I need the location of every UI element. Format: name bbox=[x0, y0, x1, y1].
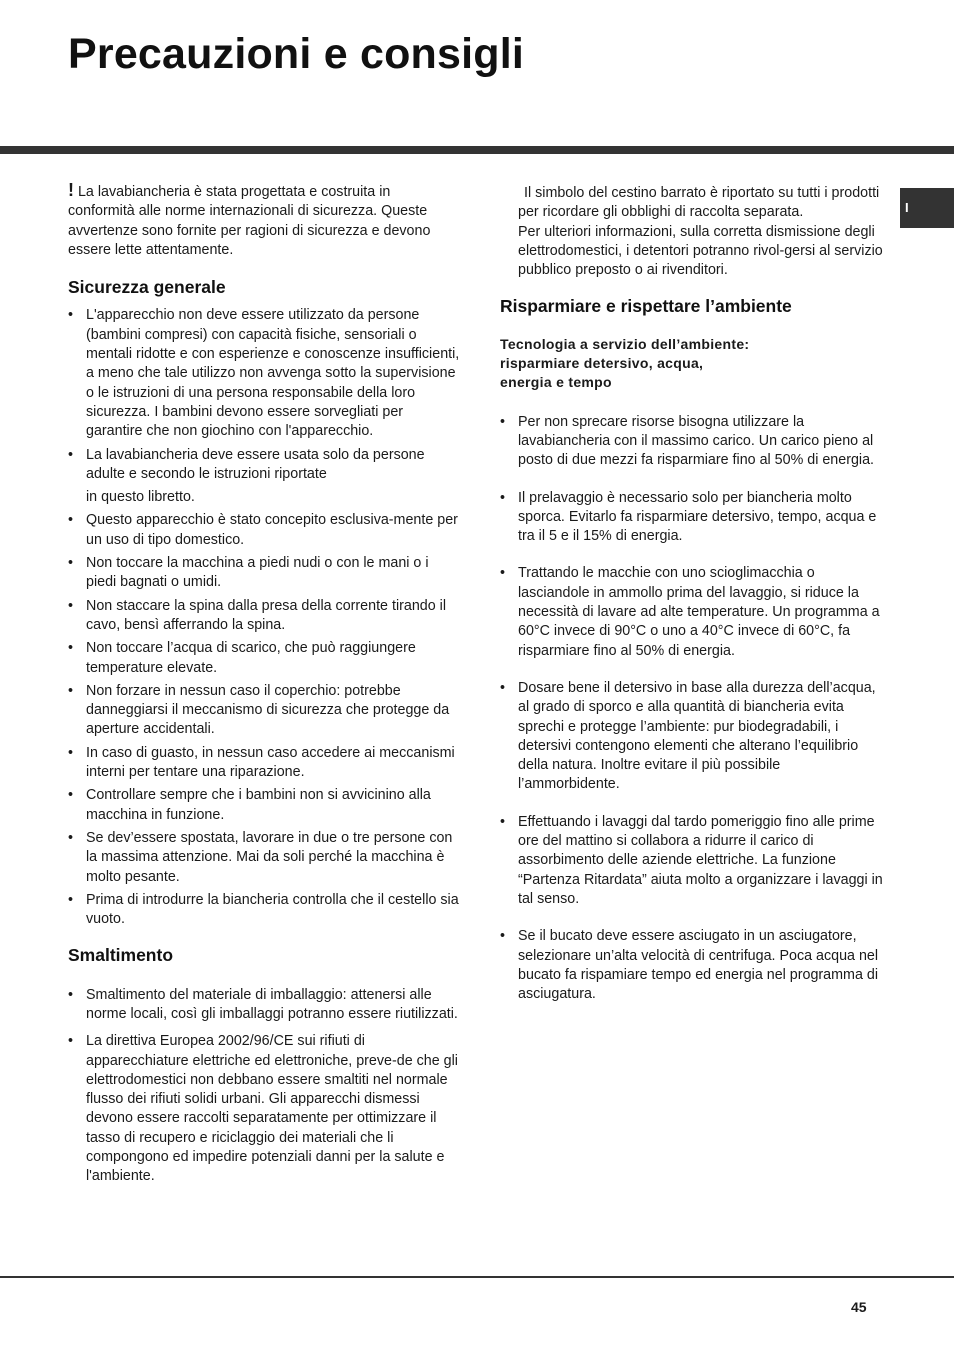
heading-safety: Sicurezza generale bbox=[68, 277, 226, 298]
heading-environment: Risparmiare e rispettare l’ambiente bbox=[500, 296, 792, 317]
top-divider bbox=[0, 146, 954, 154]
list-item: • La lavabiancheria deve essere usata solo da persone adulte e secondo le istruzioni riportate bbox=[68, 446, 460, 485]
list-item: • Controllare sempre che i bambini non si avvicinino alla macchina in funzione. bbox=[68, 786, 460, 825]
list-item: • Smaltimento del materiale di imballaggio: attenersi alle norme locali, così gli imballaggi potranno essere riutilizzati. bbox=[68, 986, 460, 1025]
list-item: • In caso di guasto, in nessun caso accedere ai meccanismi interni per tentare una riparazione. bbox=[68, 744, 460, 783]
list-item: • Non toccare l’acqua di scarico, che può raggiungere temperature elevate. bbox=[68, 639, 460, 678]
intro-text: La lavabiancheria è stata progettata e costruita in conformità alle norme internazionali di sicurezza. Queste avvertenze sono fornite per ragioni di sicurezza e devono essere lette attentamente. bbox=[68, 184, 431, 258]
list-item: • Questo apparecchio è stato concepito esclusiva-mente per un uso di tipo domestico. bbox=[68, 511, 460, 550]
subheading-line: Tecnologia a servizio dell’ambiente: bbox=[500, 335, 750, 352]
environment-subheading bbox=[500, 335, 884, 393]
list-item: • Trattando le macchie con uno scioglimacchia o lasciandole in ammollo prima del lavaggio, si riduce la necessità di lavare ad alte temperature. Un programma a 60°C invece di 90°C o uno a 40°C invece di 60°C, fa risparmiare fino al 50% di energia. bbox=[500, 564, 884, 660]
language-tab bbox=[900, 188, 954, 228]
disposal-list bbox=[68, 986, 460, 1187]
list-item: • Dosare bene il detersivo in base alla durezza dell’acqua, al grado di sporco e alla quantità di biancheria evita sprechi e protegge l’ambiente: pur biodegradabili, i detersivi contengono elementi che alterano l’equilibrio della natura. Inoltre evitare il più possibile l’ammorbidente. bbox=[500, 679, 884, 795]
list-item: • Il prelavaggio è necessario solo per biancheria molto sporca. Evitarlo fa risparmiare detersivo, tempo, acqua e tra il 5 e il 15% di energia. bbox=[500, 489, 884, 547]
list-item: • Se il bucato deve essere asciugato in un asciugatore, selezionare un’alta velocità di centrifuga. Poca acqua nel bucato fa rispamiare tempo ed energia nel programma di asciugatura. bbox=[500, 927, 884, 1004]
intro-paragraph bbox=[68, 181, 460, 260]
list-item-continuation bbox=[68, 488, 460, 507]
disposal-info-note: Per ulteriori informazioni, sulla corretta dismissione degli elettrodomestici, i detentori potranno rivol-gersi al servizio pubblico preposto o ai rivenditori. bbox=[518, 223, 883, 279]
subheading-line: risparmiare detersivo, acqua, bbox=[500, 355, 704, 372]
list-item: • Non staccare la spina dalla presa della corrente tirando il cavo, bensì afferrando la spina. bbox=[68, 597, 460, 636]
heading-disposal: Smaltimento bbox=[68, 945, 174, 966]
list-item: • Non toccare la macchina a piedi nudi o con le mani o i piedi bagnati o umidi. bbox=[68, 554, 460, 593]
page-title: Precauzioni e consigli bbox=[68, 30, 525, 78]
page-number: 45 bbox=[851, 1299, 867, 1315]
left-column bbox=[68, 181, 460, 1187]
list-item: • Non forzare in nessun caso il coperchio: potrebbe danneggiarsi il meccanismo di sicurezza che protegge da aperture accidentali. bbox=[68, 682, 460, 740]
list-item: • La direttiva Europea 2002/96/CE sui rifiuti di apparecchiature elettriche ed elettroniche, preve-de che gli elettrodomestici non debbano essere smaltiti nel normale flusso dei rifiuti solidi urbani. Gli apparecchi dismessi devono essere raccolti separatamente per ottimizzare il tasso di recupero e riciclaggio dei materiali che li compongono ed impedire potenziali danni per la salute e l'ambiente. bbox=[68, 1032, 460, 1186]
warning-mark: ! bbox=[68, 180, 74, 200]
disposal-symbol-note: Il simbolo del cestino barrato è riportato su tutti i prodotti per ricordare gli obblighi di raccolta separata. bbox=[518, 185, 880, 221]
continuation-text: in questo libretto. bbox=[86, 489, 195, 506]
bottom-divider bbox=[0, 1276, 954, 1278]
list-item: • Se dev’essere spostata, lavorare in due o tre persone con la massima attenzione. Mai da soli perché la macchina è molto pesante. bbox=[68, 829, 460, 887]
safety-list bbox=[68, 306, 460, 929]
language-tab-label: I bbox=[905, 200, 909, 215]
list-item: • Effettuando i lavaggi dal tardo pomeriggio fino alle prime ore del mattino si collabora a ridurre il carico di assorbimento delle aziende elettriche. La funzione “Partenza Ritardata” aiuta molto a organizzare i lavaggi in tal senso. bbox=[500, 813, 884, 909]
subheading-line: energia e tempo bbox=[500, 374, 612, 391]
environment-list bbox=[500, 413, 884, 1005]
list-item: • L'apparecchio non deve essere utilizzato da persone (bambini compresi) con capacità fisiche, sensoriali o mentali ridotte e con esperienze e conoscenze insufficienti, a meno che tale utilizzo non avvenga sotto la supervisione o le istruzioni di una persona responsabile della loro sicurezza. I bambini devono essere sorvegliati per garantire che non giochino con l'apparecchio. bbox=[68, 306, 460, 441]
right-column bbox=[500, 184, 884, 1004]
list-item: • Prima di introdurre la biancheria controlla che il cestello sia vuoto. bbox=[68, 891, 460, 930]
list-item: • Per non sprecare risorse bisogna utilizzare la lavabiancheria con il massimo carico. Un carico pieno al posto di due mezzi fa risparmiare fino al 50% di energia. bbox=[500, 413, 884, 471]
